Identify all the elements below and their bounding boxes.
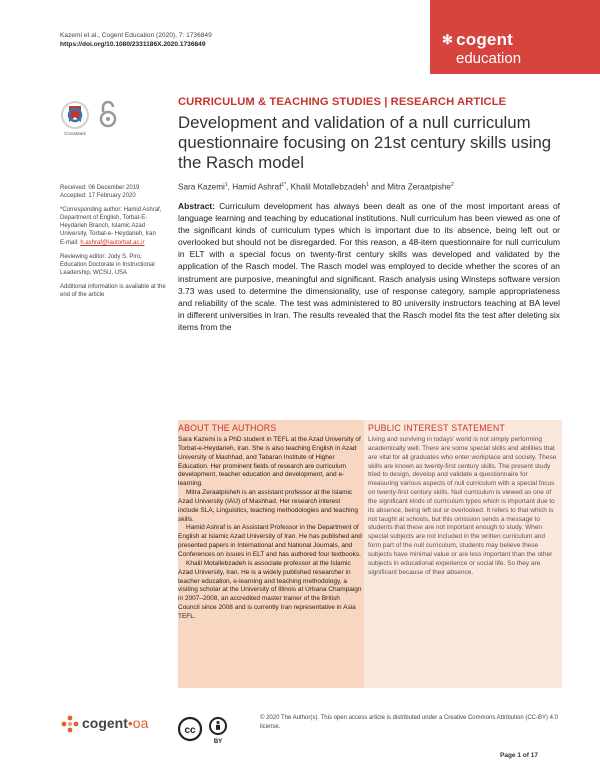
author-name: Khalil Motallebzadeh <box>290 182 367 192</box>
brand-sub: education <box>456 50 522 67</box>
accepted-date: Accepted: 17 February 2020 <box>60 193 136 200</box>
email-link[interactable]: h.ashraf@iautorbat.ac.ir <box>80 239 145 246</box>
public-interest-heading: PUBLIC INTEREST STATEMENT <box>368 423 505 433</box>
reviewing-editor: Reviewing editor: Jody S. Piro, Education Doctorate in Instructional Leadership, WCSU, USA <box>60 253 155 276</box>
article-title: Development and validation of a null curriculum questionnaire focusing on 21st century skills using the Rasch model <box>178 113 552 172</box>
crossmark-label: CrossMark <box>64 131 86 136</box>
doi-link[interactable]: https://doi.org/10.1080/2331186X.2020.1736849 <box>60 41 206 49</box>
cc-by-icon[interactable] <box>178 716 238 746</box>
page-number: Page 1 of 17 <box>500 752 538 759</box>
abstract-label: Abstract: <box>178 201 216 211</box>
abstract <box>178 200 560 333</box>
corresponding-author: *Corresponding author: Hamid Ashraf, Department of English, Torbat-E-Heydarieh Branch, Islamic Azad University, Torbat-e- Heydarieh, Iran <box>60 207 162 238</box>
author-name: Hamid Ashraf <box>232 182 282 192</box>
dots-icon: ✻ <box>442 32 454 47</box>
citation: Kazemi et al., Cogent Education (2020), 7: 1736849 <box>60 32 212 39</box>
about-authors-text <box>178 436 362 622</box>
crossmark-icon[interactable] <box>60 100 90 130</box>
citation-header <box>60 31 212 50</box>
article-meta: Received: 06 December 2019 Accepted: 17 February 2020 *Corresponding author: Hamid Ashraf, Department of English, Torbat-E-Heydarieh Branch, Islamic Azad University, Torbat-e- Heydarieh, Iran E-mail: h.ashraf@iautorbat.ac.ir Reviewing editor: Jody S. Piro, Education Doctorate in Instructional Leadership, WCSU, USA Additional information is available at the end of the article <box>60 184 168 305</box>
author-bio: Hamid Ashraf is an Assistant Professor in the Department of English at Islamic Azad University of Iran. He has published and presented papers in International and National Journals, and Conferences on issues in ELT and has authored four textbooks. <box>178 524 362 558</box>
author-bio: Mitra Zeraatpisheh is an assistant professor at the Islamic Azad University (IAU) of Mashhad. Her research interest include SLA, Linguistics, teaching methodologies and teaching skills. <box>178 489 358 523</box>
section-label: CURRICULUM & TEACHING STUDIES | RESEARCH ARTICLE <box>178 96 507 108</box>
abstract-text: Curriculum development has always been dealt as one of the most important areas of language learning and teaching by educational institutions. Null curriculum has been viewed as one of the significant kinds of curriculum types which is important due to its absence, being left out or overlooked but should not be disregarded. For this reason, a 48-item questionnaire for null curriculum in ELT with a special focus on twenty-first century skills was developed and validated by the application of the Rasch model. The Rasch model was employed to decide whether the scores of an instrument are purposive, meaningful and significant. Rasch analysis using Winsteps software version 3.73 was used to determine the dimensionality, use of response category, sample appropriateness and reliability of the scale. The test was administered to 80 university instructors teaching at BA level in different universities in Iran. The results revealed that the Rasch model fits the test after deleting six items from the <box>178 201 560 332</box>
author-list: Sara Kazemi$^1$, Hamid Ashraf$^{1*}$, Khalil Motallebzadeh$^1$ and Mitra Zeraatpishe$^2$ <box>178 182 454 192</box>
received-date: Received: 06 December 2019 <box>60 185 140 191</box>
cogent-dots-icon <box>60 714 80 734</box>
about-heading: ABOUT THE AUTHORS <box>178 423 277 433</box>
author-bio: Khalil Motallebzadeh is associate professor at the Islamic Azad University, Iran. He is a widely published researcher in teacher education, e-learning and teaching methodology, a visiting scholar at the University of Illinois at Urbana Champaign in 2007–2008, an accredited master trainer of the British Council since 2008 and is currently Iran representative in Asia TEFL. <box>178 559 362 620</box>
public-interest-text: Living and surviving in todays' world is not simply performing academically well. There are some special skills and abilities that are vital for all graduates who enter workplace and society. These skills are known as twenty-first century skills. The present study tried to design, develop and validate a questionnaire for measuring various aspects of null curriculum with a special focus on twenty-first century skills. Null curriculum is viewed as one of the significant kinds of curriculum types which is important due to its absence, being left out or overlooked. It refers to that which is not taught at schools, but this omission sends a message to students that these are not important enough to study. When special subjects are not included in the written curriculum and form part of the null curriculum, students may believe these subjects have minimal value or are less important than the other subjects in educational experience or social life. So they are significant because of their absence. <box>368 436 557 576</box>
license-text: © 2020 The Author(s). This open access article is distributed under a Creative Commons Attribution (CC-BY) 4.0 license. <box>260 715 559 730</box>
author-bio: Sara Kazemi is a PhD student in TEFL at the Azad University of Torbat-e-Heydarieh, Iran. She is also teaching English in Azad University of Mashhad, and Tabaran Institute of Higher Education. Her prominent fields of research are curriculum development, teacher education and development, and e-learning. <box>178 436 361 488</box>
svg-text:cc: cc <box>184 725 196 736</box>
open-access-icon <box>98 100 118 128</box>
publisher-name: cogent <box>82 715 128 731</box>
brand-name: ✻ cogent <box>442 30 514 49</box>
author-name: Sara Kazemi <box>178 182 225 192</box>
additional-info: Additional information is available at the end of the article <box>60 283 166 299</box>
svg-text:BY: BY <box>213 739 223 745</box>
journal-logo <box>430 0 600 74</box>
publisher-suffix: oa <box>132 715 149 731</box>
author-name: Mitra Zeraatpishe <box>387 182 451 192</box>
